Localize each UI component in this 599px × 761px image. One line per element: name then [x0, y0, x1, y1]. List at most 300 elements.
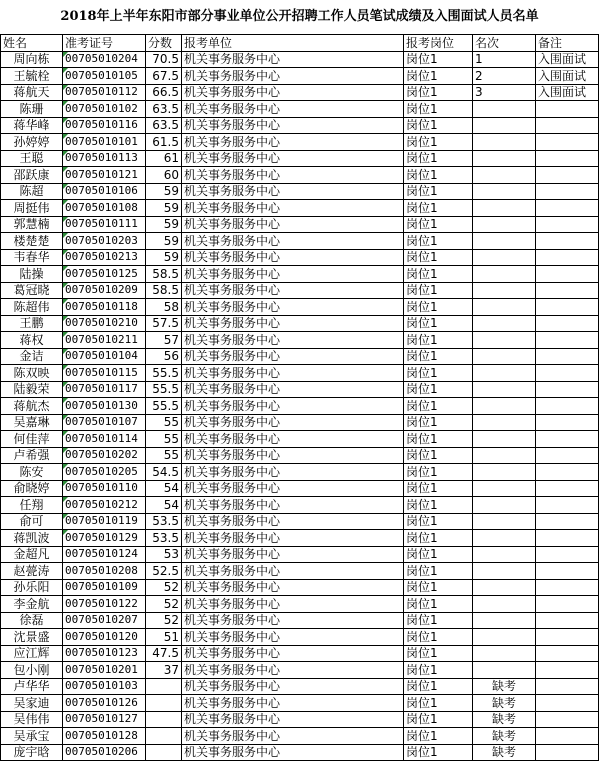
cell-score: 52 — [146, 612, 182, 629]
cell-post: 岗位1 — [404, 216, 473, 233]
cell-score: 61.5 — [146, 134, 182, 151]
cell-unit: 机关事务服务中心 — [182, 134, 404, 151]
cell-exam-id: 00705010212 — [63, 497, 146, 514]
cell-unit: 机关事务服务中心 — [182, 431, 404, 448]
cell-exam-id: 00705010124 — [63, 546, 146, 563]
table-row — [1, 612, 599, 629]
cell-note — [536, 447, 599, 464]
cell-unit: 机关事务服务中心 — [182, 332, 404, 349]
cell-exam-id: 00705010213 — [63, 249, 146, 266]
table-body — [1, 51, 599, 761]
table-row — [1, 117, 599, 134]
cell-name: 金超凡 — [1, 546, 63, 563]
cell-note — [536, 315, 599, 332]
cell-exam-id: 00705010126 — [63, 695, 146, 712]
table-row — [1, 398, 599, 415]
cell-score: 57.5 — [146, 315, 182, 332]
cell-rank — [473, 117, 536, 134]
cell-exam-id: 00705010113 — [63, 150, 146, 167]
cell-note — [536, 596, 599, 613]
cell-name: 陆操 — [1, 266, 63, 283]
cell-exam-id: 00705010127 — [63, 711, 146, 728]
cell-name: 李金航 — [1, 596, 63, 613]
cell-rank — [473, 315, 536, 332]
cell-exam-id: 00705010116 — [63, 117, 146, 134]
cell-unit: 机关事务服务中心 — [182, 744, 404, 761]
cell-note — [536, 579, 599, 596]
cell-name: 卢希强 — [1, 447, 63, 464]
cell-exam-id: 00705010106 — [63, 183, 146, 200]
cell-note — [536, 612, 599, 629]
cell-name: 吴伟伟 — [1, 711, 63, 728]
cell-exam-id: 00705010202 — [63, 447, 146, 464]
cell-score: 55.5 — [146, 398, 182, 415]
cell-post: 岗位1 — [404, 233, 473, 250]
cell-unit: 机关事务服务中心 — [182, 233, 404, 250]
cell-post: 岗位1 — [404, 381, 473, 398]
cell-rank — [473, 101, 536, 118]
cell-exam-id: 00705010201 — [63, 662, 146, 679]
cell-post: 岗位1 — [404, 695, 473, 712]
cell-rank: 2 — [473, 68, 536, 85]
cell-score: 47.5 — [146, 645, 182, 662]
cell-rank — [473, 629, 536, 646]
cell-score: 54 — [146, 480, 182, 497]
cell-note: 入围面试 — [536, 68, 599, 85]
cell-note — [536, 150, 599, 167]
cell-name: 包小刚 — [1, 662, 63, 679]
cell-exam-id: 00705010206 — [63, 744, 146, 761]
header-note: 备注 — [536, 35, 599, 52]
cell-exam-id: 00705010114 — [63, 431, 146, 448]
cell-name: 楼楚楚 — [1, 233, 63, 250]
cell-exam-id: 00705010102 — [63, 101, 146, 118]
cell-exam-id: 00705010208 — [63, 563, 146, 580]
cell-score: 58 — [146, 299, 182, 316]
cell-exam-id: 00705010210 — [63, 315, 146, 332]
cell-unit: 机关事务服务中心 — [182, 216, 404, 233]
cell-post: 岗位1 — [404, 629, 473, 646]
cell-rank: 缺考 — [473, 711, 536, 728]
table-row — [1, 332, 599, 349]
cell-unit: 机关事务服务中心 — [182, 447, 404, 464]
cell-note — [536, 414, 599, 431]
cell-rank — [473, 497, 536, 514]
cell-post: 岗位1 — [404, 266, 473, 283]
cell-rank — [473, 150, 536, 167]
cell-note — [536, 513, 599, 530]
cell-note — [536, 200, 599, 217]
cell-name: 俞晓婷 — [1, 480, 63, 497]
table-row — [1, 480, 599, 497]
cell-unit: 机关事务服务中心 — [182, 497, 404, 514]
cell-post: 岗位1 — [404, 414, 473, 431]
cell-unit: 机关事务服务中心 — [182, 348, 404, 365]
table-row — [1, 447, 599, 464]
cell-unit: 机关事务服务中心 — [182, 678, 404, 695]
table-row — [1, 233, 599, 250]
cell-note — [536, 629, 599, 646]
cell-unit: 机关事务服务中心 — [182, 150, 404, 167]
cell-post: 岗位1 — [404, 662, 473, 679]
cell-note: 入围面试 — [536, 84, 599, 101]
cell-post: 岗位1 — [404, 51, 473, 68]
cell-post: 岗位1 — [404, 249, 473, 266]
cell-unit: 机关事务服务中心 — [182, 282, 404, 299]
cell-post: 岗位1 — [404, 101, 473, 118]
cell-name: 王毓栓 — [1, 68, 63, 85]
cell-score — [146, 744, 182, 761]
cell-rank: 缺考 — [473, 744, 536, 761]
cell-post: 岗位1 — [404, 744, 473, 761]
cell-post: 岗位1 — [404, 728, 473, 745]
cell-rank — [473, 200, 536, 217]
cell-name: 孙婷婷 — [1, 134, 63, 151]
cell-score — [146, 728, 182, 745]
cell-exam-id: 00705010110 — [63, 480, 146, 497]
cell-name: 孙乐阳 — [1, 579, 63, 596]
cell-name: 陈超 — [1, 183, 63, 200]
cell-exam-id: 00705010112 — [63, 84, 146, 101]
cell-unit: 机关事务服务中心 — [182, 398, 404, 415]
cell-name: 陈安 — [1, 464, 63, 481]
cell-score: 63.5 — [146, 101, 182, 118]
cell-exam-id: 00705010105 — [63, 68, 146, 85]
cell-name: 何佳萍 — [1, 431, 63, 448]
cell-post: 岗位1 — [404, 513, 473, 530]
cell-unit: 机关事务服务中心 — [182, 167, 404, 184]
cell-note — [536, 662, 599, 679]
cell-note — [536, 497, 599, 514]
cell-unit: 机关事务服务中心 — [182, 183, 404, 200]
cell-exam-id: 00705010117 — [63, 381, 146, 398]
cell-name: 陈超伟 — [1, 299, 63, 316]
cell-name: 陈珊 — [1, 101, 63, 118]
cell-name: 俞可 — [1, 513, 63, 530]
cell-post: 岗位1 — [404, 167, 473, 184]
cell-rank — [473, 167, 536, 184]
cell-rank — [473, 546, 536, 563]
table-row — [1, 431, 599, 448]
cell-score: 61 — [146, 150, 182, 167]
cell-unit: 机关事务服务中心 — [182, 662, 404, 679]
table-row — [1, 348, 599, 365]
cell-exam-id: 00705010211 — [63, 332, 146, 349]
cell-note — [536, 282, 599, 299]
cell-exam-id: 00705010129 — [63, 530, 146, 547]
cell-note — [536, 216, 599, 233]
cell-name: 周挺伟 — [1, 200, 63, 217]
cell-unit: 机关事务服务中心 — [182, 249, 404, 266]
table-row — [1, 101, 599, 118]
cell-exam-id: 00705010128 — [63, 728, 146, 745]
cell-exam-id: 00705010121 — [63, 167, 146, 184]
cell-unit: 机关事务服务中心 — [182, 612, 404, 629]
cell-note — [536, 183, 599, 200]
cell-score: 58.5 — [146, 266, 182, 283]
cell-unit: 机关事务服务中心 — [182, 299, 404, 316]
cell-note — [536, 728, 599, 745]
cell-unit: 机关事务服务中心 — [182, 480, 404, 497]
cell-unit: 机关事务服务中心 — [182, 645, 404, 662]
cell-score: 52 — [146, 579, 182, 596]
cell-rank — [473, 596, 536, 613]
cell-rank: 3 — [473, 84, 536, 101]
table-row — [1, 464, 599, 481]
cell-post: 岗位1 — [404, 134, 473, 151]
table-row — [1, 645, 599, 662]
table-row — [1, 678, 599, 695]
cell-exam-id: 00705010108 — [63, 200, 146, 217]
cell-post: 岗位1 — [404, 480, 473, 497]
table-row — [1, 299, 599, 316]
table-row — [1, 150, 599, 167]
cell-rank — [473, 480, 536, 497]
cell-note — [536, 249, 599, 266]
cell-name: 蒋华峰 — [1, 117, 63, 134]
cell-post: 岗位1 — [404, 563, 473, 580]
cell-rank — [473, 216, 536, 233]
cell-score: 66.5 — [146, 84, 182, 101]
cell-name: 陆毅荣 — [1, 381, 63, 398]
table-row — [1, 183, 599, 200]
cell-post: 岗位1 — [404, 117, 473, 134]
table-row — [1, 282, 599, 299]
cell-post: 岗位1 — [404, 282, 473, 299]
header-rank: 名次 — [473, 35, 536, 52]
cell-rank — [473, 183, 536, 200]
cell-score: 67.5 — [146, 68, 182, 85]
cell-unit: 机关事务服务中心 — [182, 68, 404, 85]
cell-exam-id: 00705010103 — [63, 678, 146, 695]
cell-unit: 机关事务服务中心 — [182, 530, 404, 547]
cell-name: 蒋凯波 — [1, 530, 63, 547]
table-row — [1, 84, 599, 101]
table-row — [1, 497, 599, 514]
cell-post: 岗位1 — [404, 678, 473, 695]
cell-name: 吴嘉琳 — [1, 414, 63, 431]
cell-score: 59 — [146, 216, 182, 233]
table-row — [1, 695, 599, 712]
cell-unit: 机关事务服务中心 — [182, 563, 404, 580]
cell-post: 岗位1 — [404, 497, 473, 514]
table-row — [1, 662, 599, 679]
cell-score: 55.5 — [146, 381, 182, 398]
cell-exam-id: 00705010120 — [63, 629, 146, 646]
cell-unit: 机关事务服务中心 — [182, 711, 404, 728]
cell-note — [536, 134, 599, 151]
cell-rank — [473, 513, 536, 530]
cell-score: 55 — [146, 414, 182, 431]
cell-name: 金诘 — [1, 348, 63, 365]
cell-unit: 机关事务服务中心 — [182, 101, 404, 118]
cell-rank — [473, 579, 536, 596]
cell-unit: 机关事务服务中心 — [182, 51, 404, 68]
table-row — [1, 381, 599, 398]
cell-exam-id: 00705010125 — [63, 266, 146, 283]
cell-score: 52 — [146, 596, 182, 613]
cell-post: 岗位1 — [404, 68, 473, 85]
cell-score: 52.5 — [146, 563, 182, 580]
cell-name: 卢华华 — [1, 678, 63, 695]
cell-score: 59 — [146, 200, 182, 217]
cell-note — [536, 678, 599, 695]
cell-name: 吴家迪 — [1, 695, 63, 712]
cell-name: 吴承宝 — [1, 728, 63, 745]
cell-rank — [473, 530, 536, 547]
table-row — [1, 414, 599, 431]
cell-post: 岗位1 — [404, 365, 473, 382]
cell-exam-id: 00705010209 — [63, 282, 146, 299]
table-row — [1, 315, 599, 332]
cell-exam-id: 00705010204 — [63, 51, 146, 68]
cell-post: 岗位1 — [404, 447, 473, 464]
cell-rank — [473, 645, 536, 662]
cell-score: 60 — [146, 167, 182, 184]
table-row — [1, 249, 599, 266]
cell-score: 55.5 — [146, 365, 182, 382]
cell-rank — [473, 233, 536, 250]
table-row — [1, 51, 599, 68]
table-row — [1, 711, 599, 728]
table-row — [1, 728, 599, 745]
cell-post: 岗位1 — [404, 315, 473, 332]
cell-exam-id: 00705010130 — [63, 398, 146, 415]
cell-name: 韦春华 — [1, 249, 63, 266]
table-row — [1, 563, 599, 580]
cell-note — [536, 744, 599, 761]
table-row — [1, 629, 599, 646]
cell-post: 岗位1 — [404, 596, 473, 613]
cell-rank — [473, 365, 536, 382]
cell-exam-id: 00705010123 — [63, 645, 146, 662]
table-row — [1, 596, 599, 613]
cell-note — [536, 645, 599, 662]
cell-score: 53.5 — [146, 530, 182, 547]
cell-score: 51 — [146, 629, 182, 646]
table-row — [1, 365, 599, 382]
header-unit: 报考单位 — [182, 35, 404, 52]
cell-exam-id: 00705010205 — [63, 464, 146, 481]
cell-note — [536, 480, 599, 497]
cell-name: 陈双映 — [1, 365, 63, 382]
cell-exam-id: 00705010101 — [63, 134, 146, 151]
cell-rank: 1 — [473, 51, 536, 68]
cell-name: 任翔 — [1, 497, 63, 514]
table-row — [1, 68, 599, 85]
cell-post: 岗位1 — [404, 431, 473, 448]
header-post: 报考岗位 — [404, 35, 473, 52]
cell-rank — [473, 282, 536, 299]
cell-rank: 缺考 — [473, 728, 536, 745]
cell-note — [536, 464, 599, 481]
cell-score: 58.5 — [146, 282, 182, 299]
table-row — [1, 266, 599, 283]
cell-score: 55 — [146, 447, 182, 464]
cell-note — [536, 530, 599, 547]
cell-unit: 机关事务服务中心 — [182, 629, 404, 646]
cell-score: 56 — [146, 348, 182, 365]
cell-note — [536, 546, 599, 563]
cell-score: 63.5 — [146, 117, 182, 134]
table-row — [1, 744, 599, 761]
cell-rank — [473, 563, 536, 580]
cell-note — [536, 431, 599, 448]
cell-rank — [473, 249, 536, 266]
cell-exam-id: 00705010203 — [63, 233, 146, 250]
cell-score: 59 — [146, 183, 182, 200]
cell-score — [146, 678, 182, 695]
cell-name: 葛冠晓 — [1, 282, 63, 299]
cell-note — [536, 299, 599, 316]
table-row — [1, 546, 599, 563]
cell-rank: 缺考 — [473, 678, 536, 695]
cell-rank — [473, 381, 536, 398]
cell-unit: 机关事务服务中心 — [182, 464, 404, 481]
cell-post: 岗位1 — [404, 612, 473, 629]
cell-rank — [473, 134, 536, 151]
cell-rank — [473, 447, 536, 464]
cell-rank — [473, 431, 536, 448]
cell-post: 岗位1 — [404, 645, 473, 662]
cell-note — [536, 695, 599, 712]
cell-unit: 机关事务服务中心 — [182, 315, 404, 332]
cell-unit: 机关事务服务中心 — [182, 513, 404, 530]
cell-unit: 机关事务服务中心 — [182, 365, 404, 382]
cell-post: 岗位1 — [404, 183, 473, 200]
cell-rank — [473, 414, 536, 431]
cell-note — [536, 332, 599, 349]
cell-name: 应江辉 — [1, 645, 63, 662]
cell-score: 57 — [146, 332, 182, 349]
cell-note — [536, 233, 599, 250]
cell-name: 邵跃康 — [1, 167, 63, 184]
cell-rank — [473, 332, 536, 349]
cell-unit: 机关事务服务中心 — [182, 84, 404, 101]
page-title: 2018年上半年东阳市部分事业单位公开招聘工作人员笔试成绩及入围面试人员名单 — [60, 9, 539, 24]
cell-exam-id: 00705010122 — [63, 596, 146, 613]
cell-rank — [473, 299, 536, 316]
table-row — [1, 134, 599, 151]
cell-note — [536, 101, 599, 118]
cell-post: 岗位1 — [404, 711, 473, 728]
cell-name: 赵甍涛 — [1, 563, 63, 580]
cell-note — [536, 117, 599, 134]
cell-post: 岗位1 — [404, 200, 473, 217]
table-row — [1, 579, 599, 596]
cell-unit: 机关事务服务中心 — [182, 579, 404, 596]
table-row — [1, 200, 599, 217]
cell-unit: 机关事务服务中心 — [182, 414, 404, 431]
cell-score — [146, 711, 182, 728]
cell-unit: 机关事务服务中心 — [182, 200, 404, 217]
cell-note — [536, 563, 599, 580]
header-exam-id: 准考证号 — [63, 35, 146, 52]
cell-unit: 机关事务服务中心 — [182, 546, 404, 563]
cell-post: 岗位1 — [404, 398, 473, 415]
cell-note — [536, 711, 599, 728]
results-table — [0, 34, 599, 761]
header-score: 分数 — [146, 35, 182, 52]
cell-score: 54.5 — [146, 464, 182, 481]
cell-score: 59 — [146, 233, 182, 250]
cell-name: 王聪 — [1, 150, 63, 167]
cell-exam-id: 00705010104 — [63, 348, 146, 365]
cell-note — [536, 167, 599, 184]
cell-exam-id: 00705010107 — [63, 414, 146, 431]
cell-score: 53 — [146, 546, 182, 563]
cell-unit: 机关事务服务中心 — [182, 728, 404, 745]
